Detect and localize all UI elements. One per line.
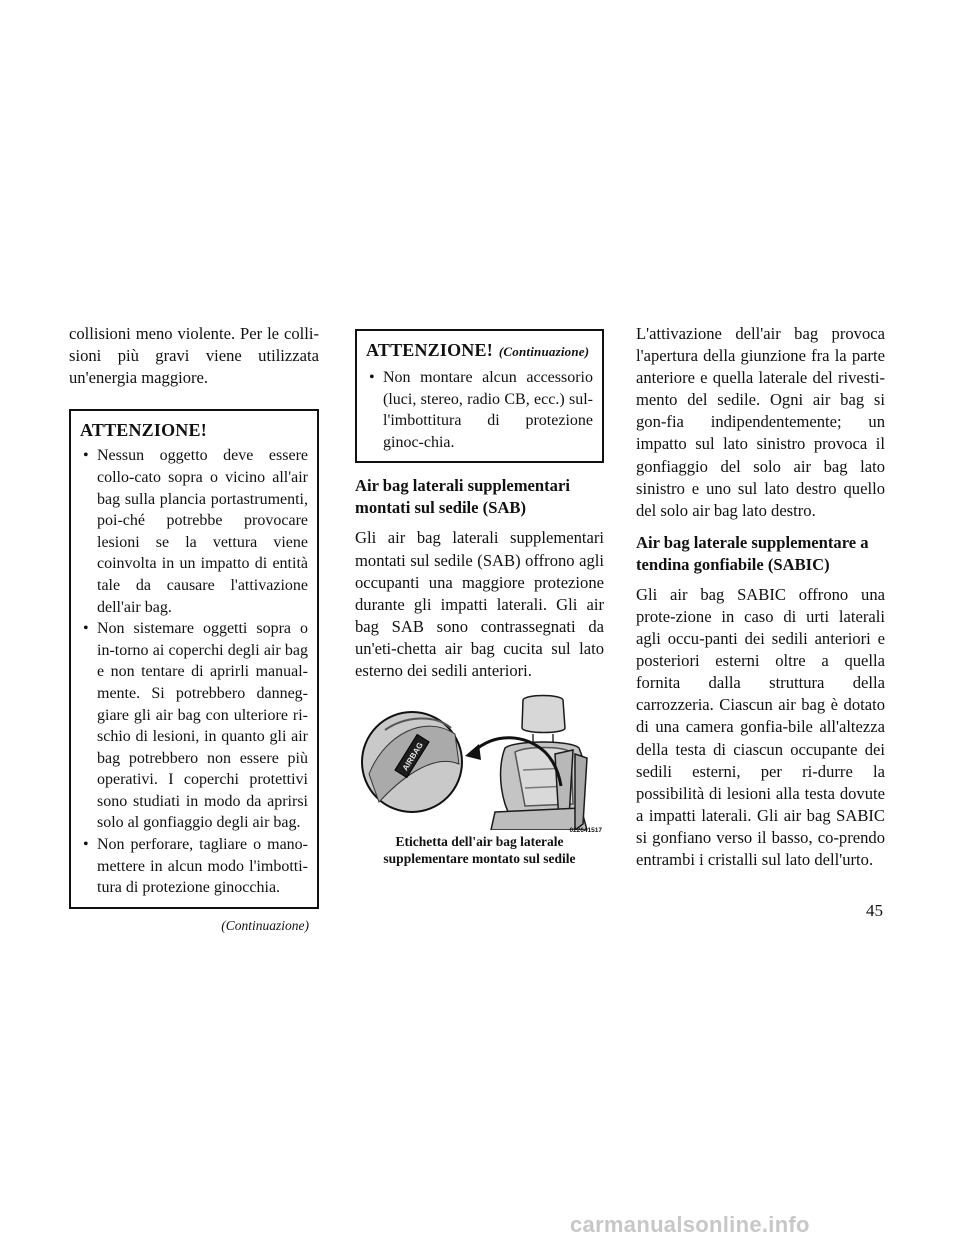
page-number: 45 — [866, 901, 883, 920]
figure-caption — [355, 833, 604, 867]
activation-paragraph: L'attivazione dell'air bag provoca l'apertura della giunzione fra la parte anteriore e quella laterale del rivesti-mento del sedile. Ogni air bag si gon-fia indipendentemente; un impatto sul lato sinistro provoca il gonfiaggio del solo air bag lato sinistro e uno sul lato destro quello del solo air bag lato destro. — [636, 324, 885, 520]
magnified-label-circle — [362, 712, 462, 812]
warning-item: • Non perforare, tagliare o mano-mettere in alcun modo l'imbotti-tura di protezione ginocchia. — [80, 834, 308, 899]
warning-title-text: ATTENZIONE! — [366, 340, 493, 360]
seat-airbag-figure — [355, 694, 604, 867]
airbag-label-text: AIRBAG — [400, 740, 426, 773]
continuation-note: (Continuazione) — [221, 917, 309, 933]
warning-title — [366, 339, 593, 363]
caption-line: supplementare montato sul sedile — [383, 851, 576, 867]
warning-list — [366, 367, 593, 453]
warning-list — [80, 445, 308, 898]
warning-title: ATTENZIONE! — [80, 420, 207, 441]
column-middle — [355, 329, 604, 867]
figure-code: 022641517 — [569, 827, 602, 835]
warning-item: • Nessun oggetto deve essere collo-cato sopra o vicino all'air bag sulla plancia portastrumenti, poi-ché potrebbe provocare lesioni se la vettura viene coinvolta in un impatto di entità tale da causare l'attivazione dell'air bag. — [80, 445, 308, 618]
warning-box-continued — [355, 329, 604, 463]
section-title-sab: Air bag laterali supplementari montati sul sedile (SAB) — [355, 476, 570, 518]
sab-paragraph: Gli air bag laterali supplementari montati sul sedile (SAB) offrono agli occupanti una maggiore protezione durante gli impatti laterali. Gli air bag SAB sono contrassegnati da un'eti-chetta air bag cucita sul lato esterno dei sedili anteriori. — [355, 528, 604, 681]
warning-title-suffix: (Continuazione) — [498, 344, 590, 359]
warning-item: • Non sistemare oggetti sopra o in-torno ai coperchi degli air bag e non tentare di aprirli manual-mente. Si potrebbero danneg-giare gli air bag con ulteriore ri-schio di lesioni, in quanto gli air bag potrebbero non essere più operativi. I coperchi protettivi sono studiati in modo da aprirsi solo al gonfiaggio degli air bag. — [80, 618, 308, 834]
section-title-sabic: Air bag laterale supplementare a tendina gonfiabile (SABIC) — [636, 532, 869, 574]
caption-line: Etichetta dell'air bag laterale — [395, 834, 564, 850]
sabic-paragraph: Gli air bag SABIC offrono una prote-zione in caso di urti laterali agli occu-panti dei sedili anteriori e posteriori esterni oltre a quella fornita dalla struttura della carrozzeria. Ciascun air bag è dotato di una camera gonfia-bile all'altezza della testa di ciascun occupante dei sedili esterni, per ri-durre la possibilità di lesioni alla testa dovute a impatti laterali. Gli air bag SABIC si gonfiano verso il basso, co-prendo entrambi i cristalli sul lato dell'urto. — [636, 584, 885, 869]
arrow-head — [465, 744, 481, 760]
warning-item: • Non montare alcun accessorio (luci, stereo, radio CB, ecc.) sul-l'imbottitura di protezione ginoc-chia. — [366, 367, 593, 453]
watermark: carmanualsonline.info — [570, 1212, 810, 1237]
intro-paragraph: collisioni meno violente. Per le colli-sioni più gravi viene utilizzata un'energia maggiore. — [69, 324, 319, 388]
column-left — [69, 323, 319, 937]
warning-box — [69, 409, 319, 909]
seat-illustration — [355, 694, 604, 830]
seat-drawing — [491, 696, 587, 831]
column-right — [636, 323, 885, 871]
